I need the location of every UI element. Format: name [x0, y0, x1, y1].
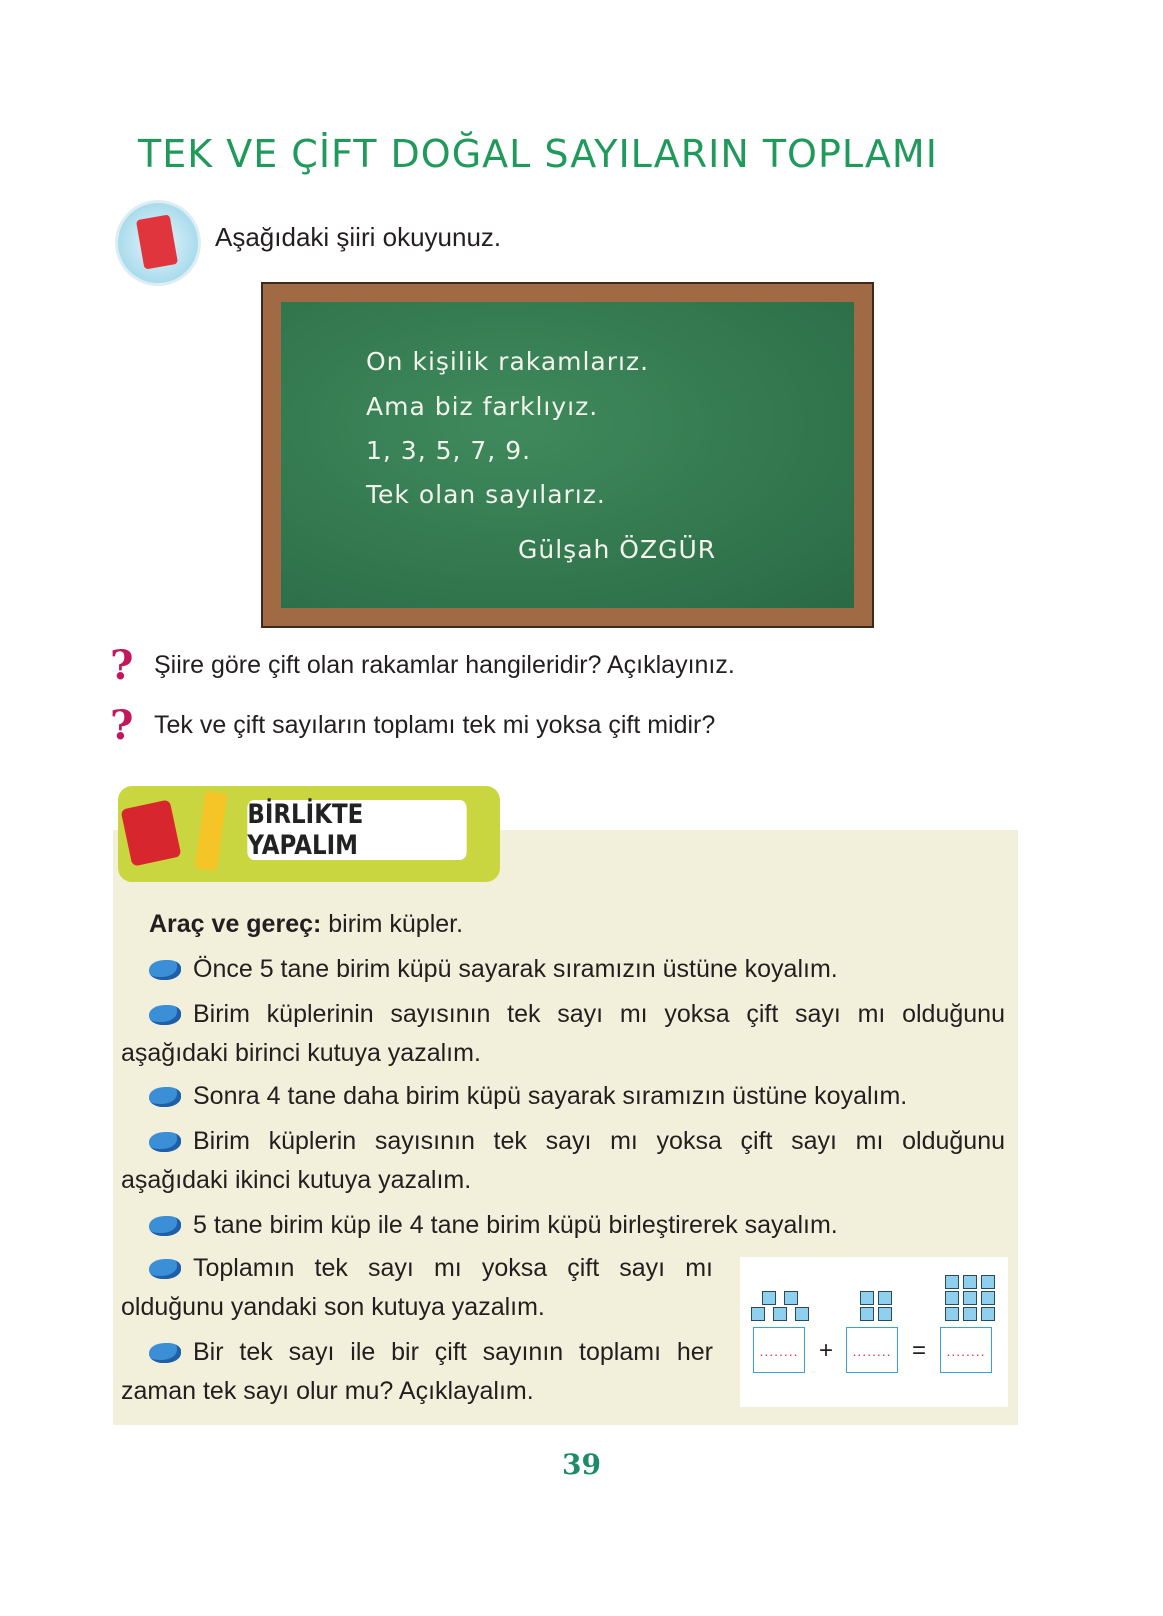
- unit-cube-icon: [945, 1307, 959, 1321]
- question-text: Tek ve çift sayıların toplamı tek mi yoksa çift midir?: [154, 711, 716, 739]
- unit-cube-icon: [860, 1307, 874, 1321]
- step-text: Birim küplerinin sayısının tek sayı mı yoksa çift sayı mı olduğunu: [193, 1000, 1005, 1028]
- chalkboard: [263, 284, 872, 626]
- book-mascot-icon: [121, 799, 182, 866]
- bullet-icon: [149, 960, 181, 980]
- birlikte-yapalim-banner: [118, 786, 500, 882]
- unit-cube-icon: [963, 1291, 977, 1305]
- step-text: aşağıdaki ikinci kutuya yazalım.: [121, 1166, 472, 1194]
- page-number: 39: [562, 1448, 601, 1481]
- unit-cube-icon: [784, 1291, 798, 1305]
- poem-line: On kişilik rakamlarız.: [366, 347, 650, 376]
- poem-author: Gülşah ÖZGÜR: [518, 535, 717, 564]
- intro-text: Aşağıdaki şiiri okuyunuz.: [215, 222, 502, 252]
- cube-group: [848, 1291, 904, 1321]
- unit-cube-icon: [963, 1307, 977, 1321]
- step-text: Sonra 4 tane daha birim küpü sayarak sıramızın üstüne koyalım.: [193, 1082, 908, 1110]
- step-text: 5 tane birim küp ile 4 tane birim küpü birleştirerek sayalım.: [193, 1211, 838, 1239]
- question: [110, 642, 735, 689]
- answer-box[interactable]: ........: [753, 1327, 805, 1373]
- poem-line: Ama biz farklıyız.: [366, 392, 599, 421]
- answer-box[interactable]: ........: [846, 1327, 898, 1373]
- notebook-mascot-icon: [115, 200, 201, 286]
- unit-cube-icon: [795, 1307, 809, 1321]
- banner-label: BİRLİKTE YAPALIM: [247, 800, 466, 860]
- answer-box[interactable]: ........: [940, 1327, 992, 1373]
- bullet-icon: [149, 1005, 181, 1025]
- page-title: TEK VE ÇİFT DOĞAL SAYILARIN TOPLAMI: [138, 132, 938, 176]
- unit-cube-icon: [762, 1291, 776, 1305]
- poem-line: 1, 3, 5, 7, 9.: [366, 436, 532, 465]
- unit-cube-icon: [945, 1275, 959, 1289]
- step-text: Önce 5 tane birim küpü sayarak sıramızın üstüne koyalım.: [193, 955, 838, 983]
- question-mark-icon: ?: [110, 702, 134, 749]
- question-mark-icon: ?: [110, 642, 134, 689]
- unit-cube-icon: [751, 1307, 765, 1321]
- cube-equation: [740, 1257, 1008, 1407]
- bullet-icon: [149, 1259, 181, 1279]
- unit-cube-icon: [981, 1291, 995, 1305]
- plus-sign: +: [819, 1337, 834, 1364]
- unit-cube-icon: [981, 1275, 995, 1289]
- question-text: Şiire göre çift olan rakamlar hangileridir? Açıklayınız.: [154, 651, 735, 679]
- step-text: Bir tek sayı ile bir çift sayının toplamı her: [193, 1338, 713, 1366]
- unit-cube-icon: [981, 1307, 995, 1321]
- bullet-icon: [149, 1216, 181, 1236]
- unit-cube-icon: [773, 1307, 787, 1321]
- step-text: aşağıdaki birinci kutuya yazalım.: [121, 1039, 481, 1067]
- unit-cube-icon: [860, 1291, 874, 1305]
- materials: Araç ve gereç: birim küpler.: [149, 910, 464, 938]
- bullet-icon: [149, 1343, 181, 1363]
- unit-cube-icon: [878, 1307, 892, 1321]
- step-text: Birim küplerin sayısının tek sayı mı yoksa çift sayı mı olduğunu: [193, 1127, 1005, 1155]
- step-text: zaman tek sayı olur mu? Açıklayalım.: [121, 1377, 534, 1405]
- step-text: olduğunu yandaki son kutuya yazalım.: [121, 1293, 545, 1321]
- question: [110, 702, 715, 749]
- bullet-icon: [149, 1132, 181, 1152]
- unit-cube-icon: [945, 1291, 959, 1305]
- pencil-mascot-icon: [195, 791, 228, 871]
- unit-cube-icon: [878, 1291, 892, 1305]
- unit-cube-icon: [963, 1275, 977, 1289]
- step-text: Toplamın tek sayı mı yoksa çift sayı mı: [193, 1254, 713, 1282]
- poem-line: Tek olan sayılarız.: [366, 480, 606, 509]
- equals-sign: =: [912, 1337, 927, 1364]
- bullet-icon: [149, 1087, 181, 1107]
- cube-group: [942, 1275, 998, 1321]
- cube-group: [754, 1291, 810, 1321]
